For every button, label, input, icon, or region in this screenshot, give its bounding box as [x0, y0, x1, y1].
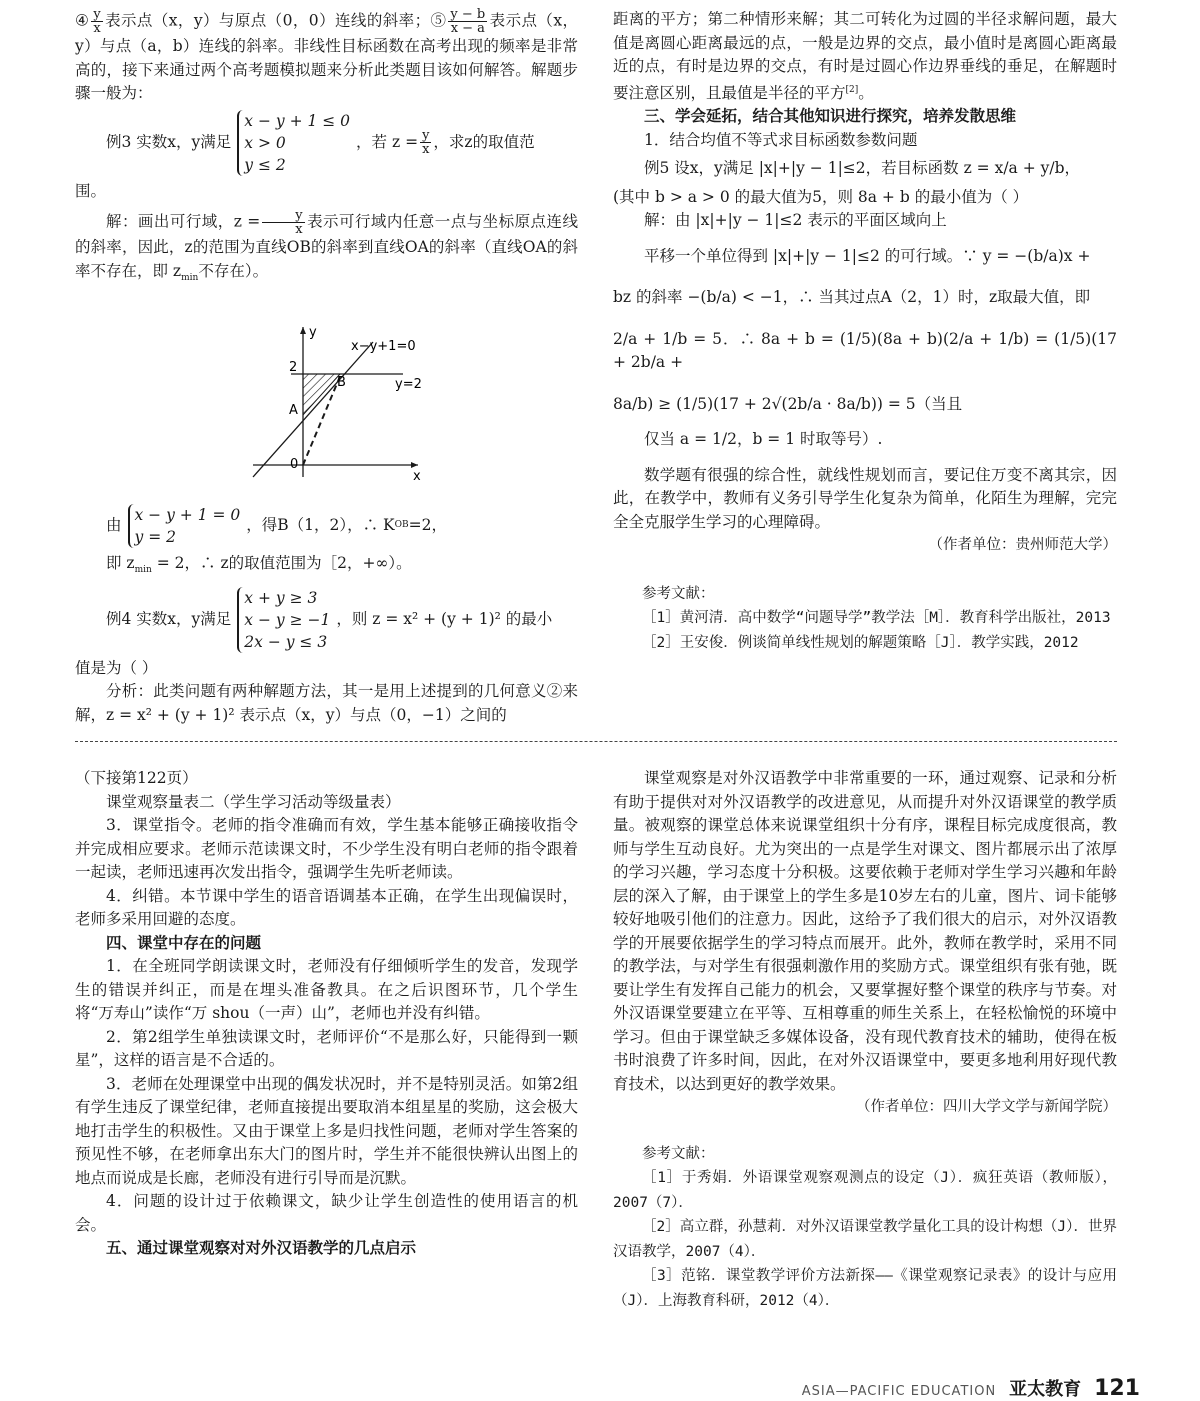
continuation-note: （下接第122页） — [75, 769, 198, 787]
line-x-y-1 — [253, 342, 373, 477]
example-5: 例5 设x，y满足 |x|+|y − 1|≤2，若目标函数 z = x/a + y/b， — [644, 159, 1081, 178]
example-5-cont: (其中 b > a > 0 的最大值为5，则 8a + b 的最小值为（ ） — [613, 187, 1029, 206]
refs-title: 参考文献： — [642, 1145, 715, 1162]
refs-title: 参考文献： — [642, 585, 715, 602]
label-line2: y=2 — [395, 377, 422, 392]
bottom-left-column — [75, 767, 578, 1261]
top-right-column — [613, 8, 1117, 655]
problem-2: 2．第2组学生单独读课文时，老师评价“不是那么好，只能得到一颗星”，这样的语言是不合适的。 — [75, 1027, 578, 1069]
system-B: 由 x − y + 1 = 0 y = 2 ，得B（1，2），∴ K OB =2， — [106, 506, 447, 546]
label-A: A — [289, 403, 298, 418]
ref-item: ［1］黄河清．高中数学“问题导学”教学法［M］．教育科学出版社，2013 — [642, 610, 1111, 627]
label-two: 2 — [289, 360, 298, 375]
label-y: y — [309, 325, 317, 340]
journal-name-en: ASIA—PACIFIC EDUCATION — [801, 1384, 997, 1399]
author-unit-1: （作者单位：贵州师范大学） — [928, 537, 1117, 554]
label-B: B — [337, 375, 346, 390]
example-3: 例3 实数x，y满足 x − y + 1 ≤ 0 x > 0 y ≤ 2 ，若 z = $\frac{y}{x}$ ，求z的取值范 — [106, 111, 535, 174]
label-line1: x−y+1=0 — [351, 339, 416, 354]
para-correction: 4．纠错。本节课中学生的语音语调基本正确，在学生出现偏误时，老师多采用回避的态度。 — [75, 886, 578, 928]
problem-3: 3．老师在处理课堂中出现的偶发状况时，并不是特别灵活。如第2组有学生违反了课堂纪律，老师直接提出要取消本组星星的奖励，这会极大地打击学生的积极性。又由于课堂上多是归找性问题，老师对学生答案的预见性不够，在老师拿出东大门的图片时，学生并不能很快辨认出图上的地点而说成是长廊，老师没有进行引导而是沉默。 — [75, 1074, 578, 1187]
references-1 — [613, 582, 1117, 656]
zmin-line: 即 $z_{min} = 2$，∴ z的取值范围为［2，+∞）。 — [106, 554, 412, 576]
top-left-column-2 — [75, 504, 578, 727]
ref-item: ［1］于秀娟．外语课堂观察观测点的设定（J）．疯狂英语（教师版），2007（7）． — [613, 1170, 1117, 1211]
ref-item: ［2］王安俊．例谈简单线性规划的解题策略［J］．教学实践，2012 — [642, 634, 1079, 651]
conclusion: 数学题有很强的综合性，就线性规划而言，要记住万变不离其宗，因此，在教学中，教师有义务引导学生化复杂为简单，化陌生为理解，完完全全克服学生学习的心理障碍。 — [613, 465, 1117, 531]
section-divider — [75, 741, 1117, 742]
para-observation: 课堂观察是对外汉语教学中非常重要的一环，通过观察、记录和分析有助于提供对对外汉语教学的改进意见，从而提升对外汉语课堂的教学质量。被观察的课堂总体来说课堂组织十分有序，课程目标完成度很高，教师与学生互动良好。尤为突出的一点是学生对课文、图片都展示出了浓厚的学习兴趣，学习态度十分积极。这要依赖于老师对学生学习兴趣和年龄层的深入了解，由于课堂上的学生多是10岁左右的儿童，图片、词卡能够较好地吸引他们的注意力。因此，这给予了我们很大的启示，对外汉语教学的开展要依据学生的学习特点而展开。此外，教师在教学时，采用不同的教学法，与对学生有很强刺激作用的奖励方式。课堂组织有张有弛，既要让学生有发挥自己能力的机会，又要掌握好整个课堂的秩序与节奏。对外汉语课堂要建立在平等、互相尊重的师生关系上，在轻松愉悦的环境中学习。但由于课堂缺乏多媒体设备，没有现代教育技术的辅助，使得在板书时浪费了许多时间，因此，在对外汉语课堂中，要更多地利用好现代教育技术，以达到更好的教学效果。 — [613, 769, 1117, 1093]
solution-5a: 解：由 |x|+|y − 1|≤2 表示的平面区域向上 — [644, 211, 947, 230]
ex3-end: 围。 — [75, 181, 107, 200]
para-slope: ④ $\frac{y}{x}$ 表示点（x，y）与原点（0，0）连线的斜率；⑤ $\frac{y - b}{x - a}$ 表示点（x，y）与点（a，b）连线的斜率。非线性目标函数在高考出现的频率是非常高的，接下来通过两个高考题模拟题来分析此类题目该如何解答。解题步骤一般为： — [75, 7, 578, 102]
section-heading-3: 三、学会延拓，结合其他知识进行探究，培养发散思维 — [644, 107, 1017, 126]
ref-item: ［2］高立群，孙慧莉．对外汉语课堂教学量化工具的设计构想（J）．世界汉语教学，2007（4）． — [613, 1219, 1117, 1260]
feasible-region-figure — [233, 322, 433, 482]
section-heading-4: 四、课堂中存在的问题 — [106, 933, 262, 952]
label-x: x — [413, 469, 421, 482]
problem-4: 4．问题的设计过于依赖课文，缺少让学生创造性的使用语言的机会。 — [75, 1192, 578, 1234]
frac-slope-ab: $\frac{y - b}{x - a}$ — [450, 7, 486, 36]
para-distance: 距离的平方；第二种情形来解；其二可转化为过圆的半径求解问题，最大值是离圆心距离最远的点，一般是边界的交点，最小值时是离圆心距离最近的点，有时是边界的交点，有时是过圆心作边界垂线的垂足，在解题时要注意区别，且最值是半径的平方[2]。 — [613, 10, 1117, 102]
solution-5b: 平移一个单位得到 |x|+|y − 1|≤2 的可行域。∵ y = −(b/a)x + — [644, 246, 1091, 265]
solution-3: 解：画出可行域，z = $\frac{y}{x}$ 表示可行域内任意一点与坐标原点连线的斜率，因此，z的范围为直线OB的斜率到直线OA的斜率（直线OA的斜率不存在，即 $z_{min}$不存在）。 — [75, 208, 578, 283]
feasible-region — [303, 374, 340, 415]
solution-5e: 8a/b) ≥ (1/5)(17 + 2√(2b/a · 8a/b)) = 5（当且 — [613, 394, 963, 413]
para-instructions: 3．课堂指令。老师的指令准确而有效，学生基本能够正确接收指令并完成相应要求。老师示范读课文时，不少学生没有明白老师的指令跟着一起读，老师迅速再次发出指令，强调学生先听老师读。 — [75, 816, 578, 881]
page-number: 121 — [1094, 1376, 1140, 1401]
example-4: 例4 实数x，y满足 x + y ≥ 3 x − y ≥ −1 2x − y ≤ 3 ，则 z = x² + (y + 1)² 的最小 — [106, 588, 553, 651]
ex4-end: 值是为（ ） — [75, 658, 158, 677]
label-origin: 0 — [290, 457, 299, 472]
solution-5f: 仅当 a = 1/2，b = 1 时取等号）. — [644, 430, 883, 449]
section-heading-5: 五、通过课堂观察对对外汉语教学的几点启示 — [106, 1239, 417, 1257]
page-footer — [802, 1375, 1140, 1401]
solution-5d: 2/a + 1/b = 5．∴ 8a + b = (1/5)(8a + b)(2/a + 1/b) = (1/5)(17 + 2b/a + — [613, 329, 1117, 372]
references-2 — [613, 1142, 1117, 1314]
top-left-column — [75, 8, 578, 290]
journal-name-cn: 亚太教育 — [1009, 1379, 1082, 1400]
frac-y-over-x: $\frac{y}{x}$ — [93, 7, 101, 36]
analysis: 分析：此类问题有两种解题方法，其一是用上述提到的几何意义②来解，z = x² + (y + 1)² 表示点（x，y）与点（0，−1）之间的 — [75, 682, 578, 724]
solution-5c: bz 的斜率 −(b/a) < −1，∴ 当其过点A（2，1）时，z取最大值，即 — [613, 288, 1091, 307]
problem-1: 1．在全班同学朗读课文时，老师没有仔细倾听学生的发音，发现学生的错误并纠正，而是在埋头准备教具。在之后识图环节，几个学生将“万寿山”读作“万 shou（一声）山”，老师也并没有纠错。 — [75, 957, 578, 1022]
ex3-system: x − y + 1 ≤ 0 x > 0 y ≤ 2 — [237, 110, 350, 176]
author-unit-2: （作者单位：四川大学文学与新闻学院） — [856, 1099, 1117, 1115]
subheading-1: 1．结合均值不等式求目标函数参数问题 — [644, 130, 918, 149]
table-title: 课堂观察量表二（学生学习活动等级量表） — [106, 792, 401, 811]
ref-item: ［3］范铭．课堂教学评价方法新探——《课堂观察记录表》的设计与应用（J）．上海教育科研，2012（4）． — [613, 1268, 1117, 1309]
bottom-right-column — [613, 767, 1117, 1313]
